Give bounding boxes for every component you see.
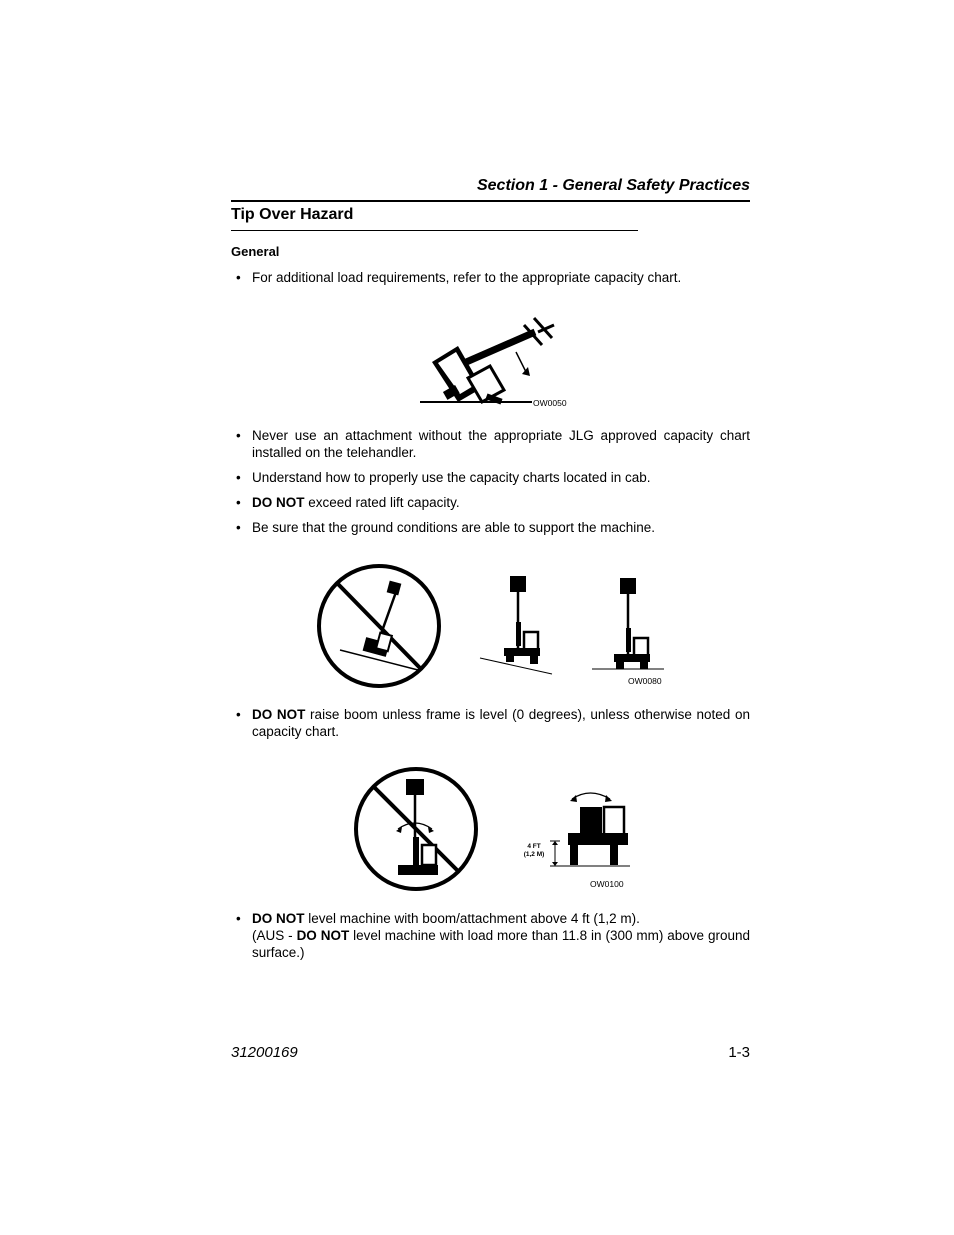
bullet-bold: DO NOT (252, 707, 306, 722)
prohibited-leveling-raised-boom-illustration (352, 765, 480, 893)
bullet-item (236, 706, 750, 740)
bullet-dot: • (236, 270, 241, 285)
height-limit-label (520, 843, 548, 859)
bullet-text: For additional load requirements, refer to the appropriate capacity chart. (252, 270, 682, 285)
aus-bold: DO NOT (296, 928, 350, 943)
bullet-rest: exceed rated lift capacity. (304, 495, 460, 510)
bullet-dot: • (236, 707, 241, 722)
bullet-item (236, 494, 750, 511)
page-heading: Tip Over Hazard (231, 206, 354, 223)
subheading: General (231, 244, 280, 259)
bullet-dot: • (236, 428, 241, 443)
figure-code: OW0050 (533, 398, 567, 408)
bullet-text (252, 706, 750, 740)
bullet-item (236, 427, 750, 461)
bullet-item (236, 469, 750, 486)
page-number: 1-3 (728, 1044, 750, 1061)
bullet-dot: • (236, 520, 241, 535)
height-metric: (1,2 M) (523, 851, 545, 858)
bullet-dot: • (236, 911, 241, 926)
level-ground-machine-illustration (590, 572, 666, 678)
figure-code: OW0100 (590, 879, 624, 889)
bullet-bold: DO NOT (252, 495, 305, 510)
sloped-ground-machine-illustration (480, 572, 556, 678)
figure-code: OW0080 (628, 676, 662, 686)
doc-number: 31200169 (231, 1044, 298, 1061)
bullet-dot: • (236, 495, 241, 510)
height-imperial: 4 FT (527, 843, 541, 850)
header-rule (231, 200, 750, 202)
bullet-text: Understand how to properly use the capacity charts located in cab. (252, 470, 651, 485)
bullet-dot: • (236, 470, 241, 485)
bullet-bold: DO NOT (252, 911, 305, 926)
prohibited-slope-boom-illustration (316, 562, 442, 690)
heading-rule (231, 230, 638, 231)
aus-note (252, 927, 750, 961)
bullet-item (236, 519, 750, 536)
bullet-text: Be sure that the ground conditions are able to support the machine. (252, 520, 656, 535)
bullet-text: Never use an attachment without the appropriate JLG approved capacity chart installed on the telehandler. (252, 428, 750, 460)
bullet-rest: raise boom unless frame is level (0 degrees), unless otherwise noted on capacity chart. (252, 707, 750, 739)
bullet-text (252, 910, 750, 927)
section-title: Section 1 - General Safety Practices (476, 177, 750, 194)
aus-prefix: (AUS - (252, 928, 297, 943)
aus-rest: level machine with load more than 11.8 in (300 mm) above ground surface.) (252, 928, 750, 960)
bullet-text (252, 494, 750, 511)
bullet-item (236, 910, 750, 961)
bullet-rest: level machine with boom/attachment above 4 ft (1,2 m). (304, 911, 640, 926)
bullet-item (236, 269, 750, 286)
